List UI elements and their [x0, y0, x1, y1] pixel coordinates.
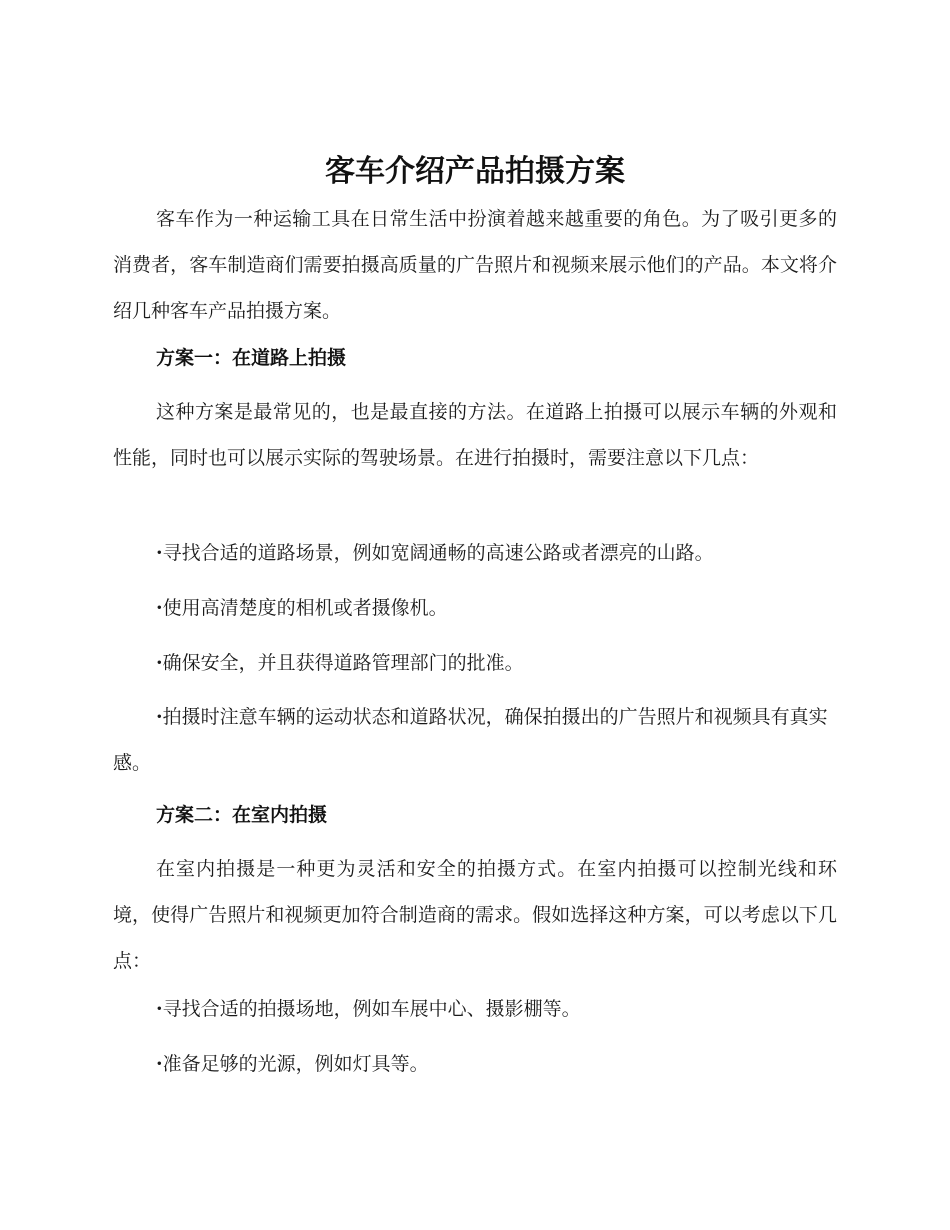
plan2-heading: 方案二：在室内拍摄 [156, 804, 328, 826]
bullet-marker: · [156, 998, 163, 1020]
plan1-bullet [113, 694, 837, 786]
plan1-bullet [113, 640, 837, 686]
plan2-paragraph: 在室内拍摄是一种更为灵活和安全的拍摄方式。在室内拍摄可以控制光线和环境，使得广告照片和视频更加符合制造商的需求。假如选择这种方案，可以考虑以下几点： [113, 858, 837, 972]
bullet-text: 使用高清楚度的相机或者摄像机。 [162, 597, 448, 619]
bullet-marker: · [156, 542, 163, 564]
bullet-text: 寻找合适的拍摄场地，例如车展中心、摄影棚等。 [162, 998, 581, 1020]
plan1-bullet [113, 585, 837, 631]
plan2-bullet [113, 1041, 837, 1087]
plan1-paragraph: 这种方案是最常见的，也是最直接的方法。在道路上拍摄可以展示车辆的外观和性能，同时也可以展示实际的驾驶场景。在进行拍摄时，需要注意以下几点： [113, 401, 837, 469]
plan1-bullet [113, 530, 837, 576]
bullet-text: 拍摄时注意车辆的运动状态和道路状况，确保拍摄出的广告照片和视频具有真实感。 [113, 706, 828, 774]
plan1-heading: 方案一：在道路上拍摄 [156, 347, 347, 369]
bullet-marker: · [156, 652, 163, 674]
bullet-text: 准备足够的光源，例如灯具等。 [162, 1053, 429, 1075]
bullet-marker: · [156, 706, 163, 728]
bullet-text: 寻找合适的道路场景，例如宽阔通畅的高速公路或者漂亮的山路。 [162, 542, 714, 564]
bullet-marker: · [156, 1053, 163, 1075]
bullet-marker: · [156, 597, 163, 619]
bullet-text: 确保安全，并且获得道路管理部门的批准。 [162, 652, 524, 674]
plan2-bullet [113, 986, 837, 1032]
document-title: 客车介绍产品拍摄方案 [325, 154, 625, 189]
intro-paragraph: 客车作为一种运输工具在日常生活中扮演着越来越重要的角色。为了吸引更多的消费者，客车制造商们需要拍摄高质量的广告照片和视频来展示他们的产品。本文将介绍几种客车产品拍摄方案。 [113, 208, 837, 322]
